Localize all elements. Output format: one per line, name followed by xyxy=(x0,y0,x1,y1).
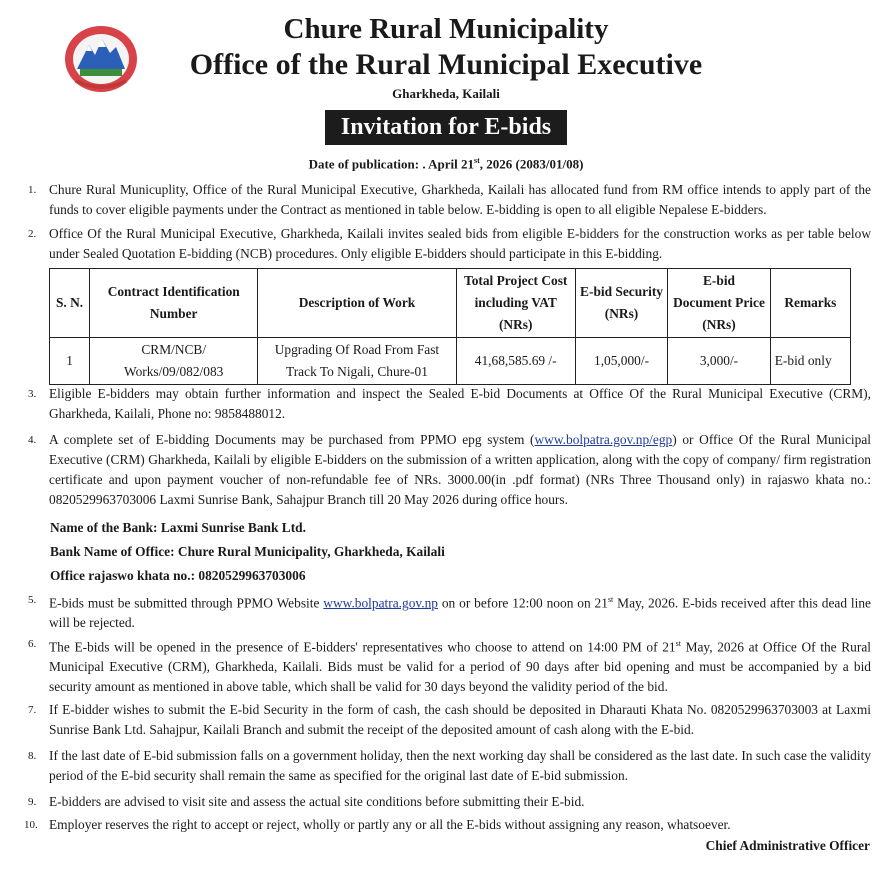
bank-name: Name of the Bank: Laxmi Sunrise Bank Ltd. xyxy=(50,520,306,535)
paragraph-2: Office Of the Rural Municipal Executive, Gharkheda, Kailali invites sealed bids from eligible E-bidders for the construction works as per table below under Sealed Quotation E-bidding (NCB) procedures. Only eligible E-bidders should participate in this E-bidding. xyxy=(49,226,871,261)
paragraph-7: If E-bidder wishes to submit the E-bid Security in the form of cash, the cash should be deposited in Dharauti Khata No. 0820529963703003 at Laxmi Sunrise Bank Ltd. Sahajpur, Kailali Branch and submit the receipt of the deposited amount of cash along with the E-bid. xyxy=(49,702,871,737)
item-number: 6. xyxy=(28,638,37,650)
table-cell: 41,68,585.69 /- xyxy=(456,338,575,385)
bank-office-name: Bank Name of Office: Chure Rural Municipality, Gharkheda, Kailali xyxy=(50,544,445,559)
table-row xyxy=(50,338,851,385)
bank-account: Office rajaswo khata no.: 0820529963703006 xyxy=(50,568,306,583)
column-header: Contract Identification Number xyxy=(90,269,258,338)
contract-table xyxy=(49,268,851,385)
bolpatra-link[interactable]: www.bolpatra.gov.np xyxy=(323,595,438,611)
location-subtitle: Gharkheda, Kailali xyxy=(392,86,500,101)
table-cell: 1 xyxy=(50,338,90,385)
item-number: 4. xyxy=(28,434,37,446)
paragraph-6: The E-bids will be opened in the presence of E-bidders' representatives who choose to attend on 14:00 PM of 21st May, 2026 at Office Of the Rural Municipal Executive (CRM), Gharkheda, Kailali. Bids must be valid for a period of 90 days after bid opening and must be accompanied by a bid security amount as mentioned in above table, which shall be valid for 30 days beyond the validity period of the bid. xyxy=(49,639,872,695)
item-number: 8. xyxy=(28,750,37,762)
column-header: S. N. xyxy=(50,269,90,338)
table-header-row xyxy=(50,269,851,338)
table-cell: E-bid only xyxy=(770,338,850,385)
notice-banner: Invitation for E-bids xyxy=(325,110,567,145)
table-cell: 1,05,000/- xyxy=(575,338,667,385)
municipality-title: Chure Rural Municipality xyxy=(283,13,609,45)
item-number: 2. xyxy=(28,228,37,240)
column-header: Total Project Cost including VAT (NRs) xyxy=(456,269,575,338)
office-title: Office of the Rural Municipal Executive xyxy=(189,48,703,81)
item-number: 1. xyxy=(28,184,37,196)
item-number: 7. xyxy=(28,704,37,716)
item-number: 9. xyxy=(28,796,37,808)
column-header: Remarks xyxy=(770,269,850,338)
paragraph-1: Chure Rural Municuplity, Office of the Rural Municipal Executive, Gharkheda, Kailali has allocated fund from RM office intends to apply part of the funds to cover eligible payments under the Contract as mentioned in table below. E-bidding is open to all eligible Nepalese E-bidders. xyxy=(49,182,871,217)
publication-date: Date of publication: . April 21st, 2026 (2083/01/08) xyxy=(308,156,584,172)
item-number: 5. xyxy=(28,594,37,606)
item-number: 10. xyxy=(24,819,38,831)
paragraph-9: E-bidders are advised to visit site and assess the actual site conditions before submitting their E-bid. xyxy=(49,794,585,809)
signatory-title: Chief Administrative Officer xyxy=(705,838,870,853)
paragraph-8: If the last date of E-bid submission falls on a government holiday, then the next working day shall be considered as the last date. In such case the validity period of the E-bid security shall remain the same as specified for the original last date of E-bid submission. xyxy=(49,748,871,783)
egp-link[interactable]: www.bolpatra.gov.np/egp xyxy=(534,432,673,447)
column-header: E-bid Document Price (NRs) xyxy=(668,269,770,338)
column-header: Description of Work xyxy=(258,269,456,338)
paragraph-10: Employer reserves the right to accept or reject, wholly or partly any or all the E-bids without assigning any reason, whatsoever. xyxy=(49,817,731,832)
paragraph-4: A complete set of E-bidding Documents may be purchased from PPMO epg system (www.bolpatra.gov.np/egp) or Office Of the Rural Municipal Executive (CRM) Gharkheda, Kailali by eligible E-bidders on the submission of a written application, along with the copy of company/ firm registration certificate and upon payment voucher of non-refundable fee of NRs. 3000.00(in .pdf format) (NRs Three Thousand only) in rajaswo khata no.: 0820529963703006 Laxmi Sunrise Bank, Sahajpur Branch till 20 May 2026 during office hours. xyxy=(49,432,871,507)
column-header: E-bid Security (NRs) xyxy=(575,269,667,338)
item-number: 3. xyxy=(28,388,37,400)
table-cell: Upgrading Of Road From Fast Track To Nigali, Chure-01 xyxy=(258,338,456,385)
table-cell: 3,000/- xyxy=(668,338,770,385)
paragraph-3: Eligible E-bidders may obtain further information and inspect the Sealed E-bid Documents at Office Of the Rural Municipal Executive (CRM), Gharkheda, Kailali, Phone no: 9858488012. xyxy=(49,386,871,421)
table-cell: CRM/NCB/ Works/09/082/083 xyxy=(90,338,258,385)
paragraph-5: E-bids must be submitted through PPMO Website www.bolpatra.gov.np on or before 12:00 noon on 21st May, 2026. E-bids received after this dead line will be rejected. xyxy=(49,595,871,631)
